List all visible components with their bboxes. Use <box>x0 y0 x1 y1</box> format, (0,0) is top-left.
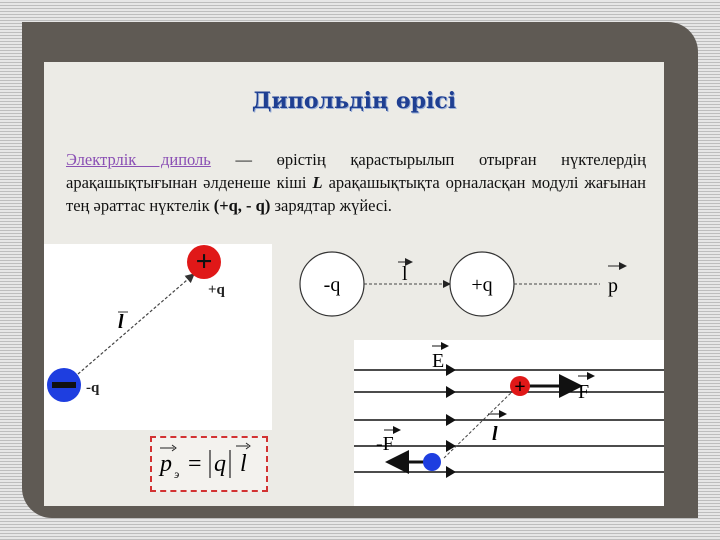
E-label: E <box>432 350 445 372</box>
vector-l-line <box>78 274 194 374</box>
p-vector-label: p <box>608 275 618 297</box>
term-electric-dipole: Электрлік диполь <box>66 150 211 169</box>
dipole-moment-formula <box>150 436 268 492</box>
definition-L: L <box>312 173 323 192</box>
F-label: F <box>578 381 590 403</box>
pos-charge-text: +q <box>471 274 493 296</box>
l-vector-label: l <box>402 263 408 285</box>
definition-dash: — <box>210 150 277 169</box>
field-diagram <box>354 340 664 506</box>
definition-paragraph <box>66 148 646 217</box>
negative-charge <box>423 453 441 471</box>
field-svg <box>354 340 664 506</box>
dipole-left-svg <box>44 244 272 430</box>
slide <box>44 62 664 506</box>
plus-sign-icon: + <box>514 376 526 398</box>
neg-charge-text: -q <box>323 274 341 296</box>
definition-part1: өрістің қарастырылып отырған нүктелердің арақашықтығынан әлденеше кіші <box>66 150 646 192</box>
definition-part3: зарядтар жүйесі. <box>270 196 392 215</box>
pos-charge-label: +q <box>208 282 225 298</box>
definition-charges: (+q, - q) <box>213 196 271 215</box>
field-arrowheads <box>446 364 456 478</box>
formula-p: p <box>160 451 172 477</box>
minus-sign-icon <box>52 382 76 388</box>
field-lines <box>354 370 664 472</box>
formula-subscript: э <box>174 467 180 481</box>
formula-l: l <box>240 451 247 477</box>
l-label: l <box>492 423 498 445</box>
neg-charge-label: -q <box>86 380 100 396</box>
definition-part2: арақашықтықта орналасқан модулі жағынан тең әраттас нүктелік <box>66 173 646 215</box>
dipole-axis-line <box>444 388 516 458</box>
slide-title: Дипольдің өрісі <box>251 88 457 114</box>
dipole-moment-diagram <box>290 244 630 324</box>
formula-svg <box>152 438 266 490</box>
plus-sign-icon: + <box>195 245 213 278</box>
dipole-diagram-left <box>44 244 272 430</box>
negF-label: -F <box>376 433 394 455</box>
vector-l-label: l <box>118 311 124 333</box>
formula-q: q <box>214 451 226 477</box>
formula-equals: = <box>188 451 202 477</box>
